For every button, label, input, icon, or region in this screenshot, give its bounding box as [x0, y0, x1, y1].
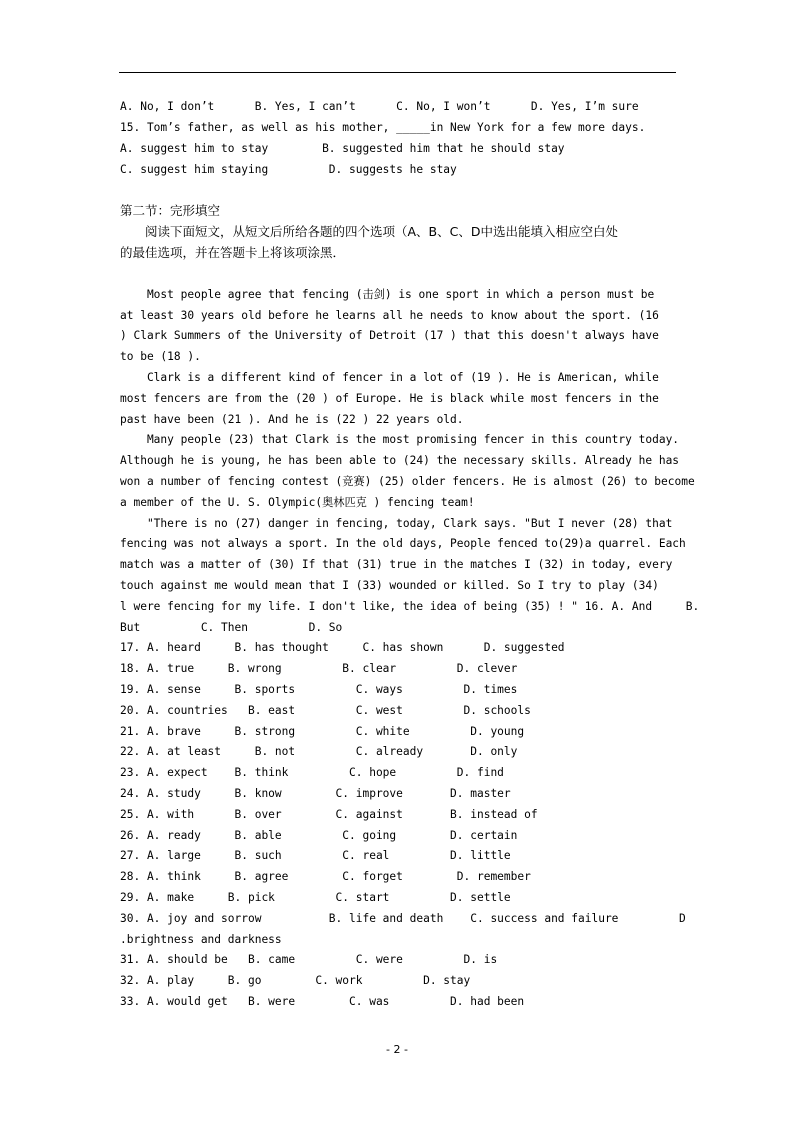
section-instructions-2: 的最佳选项，并在答题卡上将该项涂黑．	[120, 245, 346, 260]
passage-line: a member of the U. S. Olympic(奥林匹克 ) fencing team!	[120, 496, 475, 509]
passage-line: Although he is young, he has been able to (24) the necessary skills. Already he has	[120, 454, 680, 467]
passage-line: won a number of fencing contest (竞赛) (25) older fencers. He is almost (26) to become	[120, 475, 695, 488]
option-line: 30. A. joy and sorrow B. life and death C. success and failure D	[120, 912, 686, 925]
option-line: 27. A. large B. such C. real D. little	[120, 849, 511, 862]
q15-stem: 15. Tom’s father, as well as his mother, _____in New York for a few more days.	[120, 121, 646, 134]
option-line: 25. A. with B. over C. against B. instead of	[120, 808, 538, 821]
option-line: 28. A. think B. agree C. forget D. remember	[120, 870, 531, 883]
passage-line: most fencers are from the (20 ) of Europe. He is black while most fencers in the	[120, 392, 659, 405]
option-line: 18. A. true B. wrong B. clear D. clever	[120, 662, 518, 675]
passage-line: to be (18 ).	[120, 350, 201, 363]
section-instructions-1: 阅读下面短文，从短文后所给各题的四个选项（A、B、C、D中选出能填入相应空白处	[120, 224, 618, 239]
passage-line: "There is no (27) danger in fencing, today, Clark says. "But I never (28) that	[120, 517, 673, 530]
option-line: 19. A. sense B. sports C. ways D. times	[120, 683, 518, 696]
option-line: 24. A. study B. know C. improve D. master	[120, 787, 511, 800]
q14-options: A. No, I don’t B. Yes, I can’t C. No, I won’t D. Yes, I’m sure	[120, 100, 639, 113]
section-heading: 第二节：完形填空	[120, 203, 221, 218]
option-line: 21. A. brave B. strong C. white D. young	[120, 725, 525, 738]
passage-line: Many people (23) that Clark is the most promising fencer in this country today.	[120, 433, 680, 446]
q15-options-ab: A. suggest him to stay B. suggested him that he should stay	[120, 142, 565, 155]
option-line: 17. A. heard B. has thought C. has shown D. suggested	[120, 641, 565, 654]
option-line: 31. A. should be B. came C. were D. is	[120, 953, 498, 966]
option-line: .brightness and darkness	[120, 933, 282, 946]
passage-line: touch against me would mean that I (33) wounded or killed. So I try to play (34)	[120, 579, 659, 592]
header-rule	[119, 72, 676, 73]
passage-line: fencing was not always a sport. In the old days, People fenced to(29)a quarrel. Each	[120, 537, 686, 550]
passage-line: Most people agree that fencing (击剑) is one sport in which a person must be	[120, 288, 655, 301]
option-line: 20. A. countries B. east C. west D. schools	[120, 704, 531, 717]
passage-line: past have been (21 ). And he is (22 ) 22 years old.	[120, 413, 464, 426]
option-line: 26. A. ready B. able C. going D. certain	[120, 829, 518, 842]
page-number: - 2 -	[386, 1043, 408, 1056]
option-line: 32. A. play B. go C. work D. stay	[120, 974, 471, 987]
passage-line: Clark is a different kind of fencer in a lot of (19 ). He is American, while	[120, 371, 659, 384]
passage-line: l were fencing for my life. I don't like, the idea of being (35) ! " 16. A. And B.	[120, 600, 700, 613]
option-line: 29. A. make B. pick C. start D. settle	[120, 891, 511, 904]
q15-options-cd: C. suggest him staying D. suggests he stay	[120, 163, 457, 176]
option-line: 22. A. at least B. not C. already D. only	[120, 745, 518, 758]
passage-line: match was a matter of (30) If that (31) true in the matches I (32) in today, every	[120, 558, 673, 571]
option-line: But C. Then D. So	[120, 621, 343, 634]
passage-line: at least 30 years old before he learns all he needs to know about the sport. (16	[120, 309, 659, 322]
option-line: 33. A. would get B. were C. was D. had been	[120, 995, 525, 1008]
passage-line: ) Clark Summers of the University of Detroit (17 ) that this doesn't always have	[120, 329, 659, 342]
option-line: 23. A. expect B. think C. hope D. find	[120, 766, 504, 779]
